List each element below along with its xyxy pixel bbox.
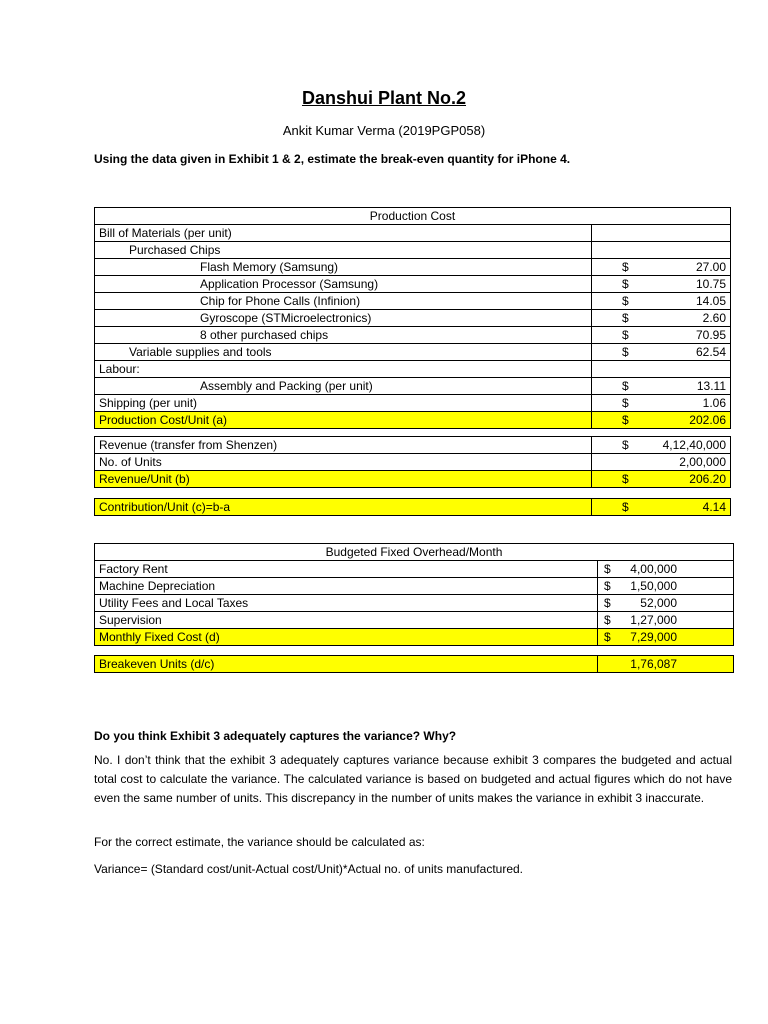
row-value: 1,76,087 [630, 657, 677, 671]
table-row [95, 361, 730, 378]
table-header [95, 208, 730, 225]
row-value-cell [597, 561, 733, 577]
row-value-cell [591, 327, 730, 343]
row-value-cell [591, 344, 730, 360]
row-label: Flash Memory (Samsung) [200, 260, 339, 274]
table-header-label: Production Cost [369, 209, 456, 223]
currency-symbol: $ [604, 613, 611, 627]
row-value-cell [597, 595, 733, 611]
row-value-cell [591, 361, 730, 377]
table-row [95, 412, 730, 429]
row-value-cell [591, 293, 730, 309]
row-value-cell [591, 276, 730, 292]
row-value-cell [591, 395, 730, 411]
row-label: Production Cost/Unit (a) [99, 413, 228, 427]
table-row [95, 595, 733, 612]
currency-symbol: $ [622, 345, 629, 359]
table-row [95, 293, 730, 310]
row-value: 206.20 [689, 472, 726, 486]
table-row [95, 612, 733, 629]
row-label: Breakeven Units (d/c) [99, 657, 215, 671]
currency-symbol: $ [622, 500, 629, 514]
table-row [95, 242, 730, 259]
row-label: Shipping (per unit) [99, 396, 198, 410]
row-value: 14.05 [695, 294, 726, 308]
table-row [95, 344, 730, 361]
row-label: Revenue (transfer from Shenzen) [99, 438, 278, 452]
table-row [95, 561, 733, 578]
question-2: Do you think Exhibit 3 adequately captures the variance? Why? [94, 729, 457, 743]
contribution-table [94, 498, 731, 516]
row-value-cell [591, 378, 730, 394]
row-value-cell [597, 578, 733, 594]
row-label: Chip for Phone Calls (Infinion) [200, 294, 361, 308]
table-row [95, 578, 733, 595]
row-value: 2,00,000 [679, 455, 726, 469]
row-label: Monthly Fixed Cost (d) [99, 630, 220, 644]
row-label: Contribution/Unit (c)=b-a [99, 500, 231, 514]
row-value: 1,50,000 [630, 579, 677, 593]
table-row [95, 310, 730, 327]
currency-symbol: $ [622, 311, 629, 325]
currency-symbol: $ [622, 396, 629, 410]
row-value: 70.95 [695, 328, 726, 342]
row-value-cell [591, 454, 730, 470]
row-label: Gyroscope (STMicroelectronics) [200, 311, 372, 325]
table-row [95, 395, 730, 412]
row-value: 1.06 [702, 396, 726, 410]
row-label: Bill of Materials (per unit) [99, 226, 232, 240]
row-value-cell [597, 612, 733, 628]
production-cost-table [94, 207, 731, 429]
row-label: Assembly and Packing (per unit) [200, 379, 373, 393]
row-value-cell [591, 225, 730, 241]
table-row [95, 437, 730, 454]
row-value: 13.11 [696, 379, 726, 393]
table-row [95, 629, 733, 646]
currency-symbol: $ [604, 562, 611, 576]
currency-symbol: $ [622, 472, 629, 486]
row-value: 4,12,40,000 [662, 438, 726, 452]
document-title: Danshui Plant No.2 [301, 88, 467, 108]
row-value: 52,000 [640, 596, 677, 610]
fixed-overhead-table [94, 543, 734, 646]
row-label: Machine Depreciation [99, 579, 216, 593]
row-value-cell [597, 629, 733, 645]
row-value: 10.75 [695, 277, 726, 291]
table-row [95, 499, 730, 516]
table-row [95, 327, 730, 344]
row-value: 1,27,000 [630, 613, 677, 627]
currency-symbol: $ [622, 277, 629, 291]
breakeven-table [94, 655, 734, 673]
row-value: 7,29,000 [630, 630, 677, 644]
author-line: Ankit Kumar Verma (2019PGP058) [282, 123, 486, 138]
table-row [95, 471, 730, 488]
row-label: 8 other purchased chips [200, 328, 329, 342]
row-label: No. of Units [99, 455, 162, 469]
table-header [95, 544, 733, 561]
row-label: Utility Fees and Local Taxes [99, 596, 249, 610]
row-label: Application Processor (Samsung) [200, 277, 379, 291]
table-row [95, 656, 733, 673]
currency-symbol: $ [622, 379, 629, 393]
row-label: Variable supplies and tools [129, 345, 272, 359]
table-row [95, 378, 730, 395]
currency-symbol: $ [622, 438, 629, 452]
currency-symbol: $ [622, 294, 629, 308]
variance-formula: Variance= (Standard cost/unit-Actual cost/Unit)*Actual no. of units manufactured. [94, 862, 523, 876]
answer-intro: For the correct estimate, the variance should be calculated as: [94, 835, 425, 849]
row-value: 4,00,000 [630, 562, 677, 576]
row-value-cell [591, 437, 730, 453]
table-row [95, 276, 730, 293]
revenue-table [94, 436, 731, 488]
row-value: 62.54 [695, 345, 726, 359]
row-value-cell [597, 656, 733, 672]
row-value-cell [591, 310, 730, 326]
answer-paragraph: No. I don’t think that the exhibit 3 adequately captures variance because exhibit 3 compares the budgeted and actual total cost to calculate the variance. The calculated variance is based on budgeted and actual figures which do not have even the same number of units. This discrepancy in the number of units makes the variance in exhibit 3 inaccurate. [94, 753, 732, 805]
row-value: 27.00 [695, 260, 726, 274]
currency-symbol: $ [622, 260, 629, 274]
row-label: Supervision [99, 613, 162, 627]
row-value: 2.60 [702, 311, 726, 325]
row-value-cell [591, 471, 730, 487]
table-row [95, 454, 730, 471]
question-1: Using the data given in Exhibit 1 & 2, estimate the break-even quantity for iPhone 4. [94, 152, 571, 166]
currency-symbol: $ [604, 630, 611, 644]
table-row [95, 225, 730, 242]
currency-symbol: $ [604, 579, 611, 593]
row-value-cell [591, 499, 730, 515]
row-label: Revenue/Unit (b) [99, 472, 190, 486]
row-value: 202.06 [689, 413, 726, 427]
row-label: Purchased Chips [129, 243, 221, 257]
currency-symbol: $ [622, 413, 629, 427]
currency-symbol: $ [604, 596, 611, 610]
row-value-cell [591, 242, 730, 258]
row-value-cell [591, 412, 730, 428]
currency-symbol: $ [622, 328, 629, 342]
row-label: Factory Rent [99, 562, 168, 576]
row-label: Labour: [99, 362, 140, 376]
row-value: 4.14 [702, 500, 726, 514]
table-row [95, 259, 730, 276]
row-value-cell [591, 259, 730, 275]
table-header-label: Budgeted Fixed Overhead/Month [325, 545, 503, 559]
